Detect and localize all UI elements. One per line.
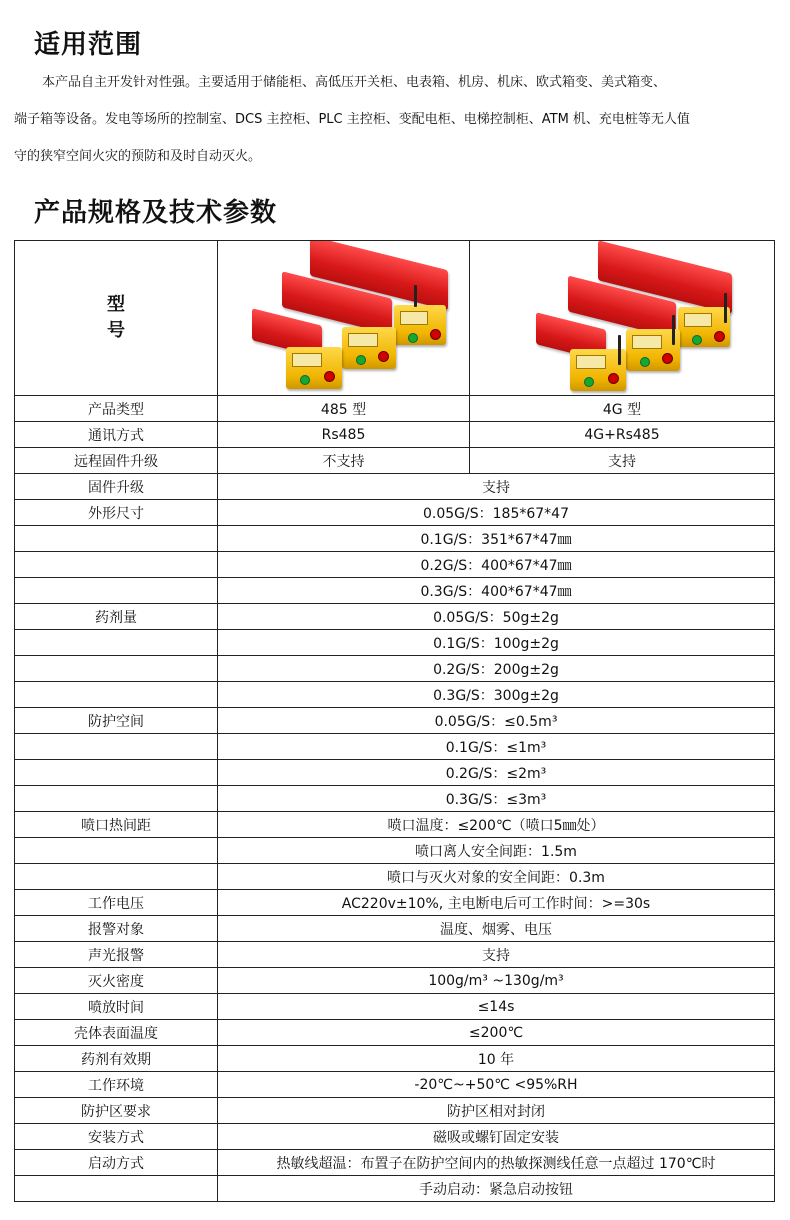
row-label: 灭火密度	[15, 968, 218, 994]
table-row	[15, 760, 775, 786]
cell-value: 0.2G/S：200g±2g	[218, 656, 775, 682]
cell-value: 不支持	[218, 448, 470, 474]
cell-value: 10 年	[218, 1046, 775, 1072]
scope-paragraph	[14, 64, 784, 175]
row-label-empty	[15, 578, 218, 604]
row-label: 工作环境	[15, 1072, 218, 1098]
table-row	[15, 812, 775, 838]
cell-value: 0.3G/S：≤3m³	[218, 786, 775, 812]
row-label-empty	[15, 838, 218, 864]
cell-value: 喷口离人安全间距：1.5m	[218, 838, 775, 864]
row-label-empty	[15, 864, 218, 890]
table-row	[15, 422, 775, 448]
table-row	[15, 500, 775, 526]
table-row	[15, 1046, 775, 1072]
cell-value: 0.3G/S：300g±2g	[218, 682, 775, 708]
scope-line-2: 端子箱等设备。发电等场所的控制室、DCS 主控柜、PLC 主控柜、变配电柜、电梯控制柜、ATM 机、充电桩等无人值	[14, 112, 690, 127]
table-row	[15, 942, 775, 968]
table-row	[15, 890, 775, 916]
table-row	[15, 448, 775, 474]
table-row	[15, 734, 775, 760]
table-row	[15, 1150, 775, 1176]
table-row	[15, 708, 775, 734]
cell-value: 0.05G/S：185*67*47	[218, 500, 775, 526]
row-label-empty	[15, 656, 218, 682]
row-label: 远程固件升级	[15, 448, 218, 474]
table-row	[15, 968, 775, 994]
table-row	[15, 838, 775, 864]
row-label: 固件升级	[15, 474, 218, 500]
table-row	[15, 1020, 775, 1046]
section-title-scope: 适用范围	[34, 30, 143, 60]
table-row	[15, 916, 775, 942]
cell-value: 4G 型	[470, 396, 775, 422]
cell-value: 485 型	[218, 396, 470, 422]
cell-value: 热敏线超温：布置子在防护空间内的热敏探测线任意一点超过 170℃时	[218, 1150, 775, 1176]
cell-value: AC220v±10%, 主电断电后可工作时间：>=30s	[218, 890, 775, 916]
cell-value: ≤200℃	[218, 1020, 775, 1046]
cell-value: 磁吸或螺钉固定安装	[218, 1124, 775, 1150]
table-row	[15, 526, 775, 552]
row-label-empty	[15, 734, 218, 760]
table-row	[15, 1072, 775, 1098]
table-row	[15, 682, 775, 708]
row-label-empty	[15, 526, 218, 552]
section-title-spec: 产品规格及技术参数	[34, 198, 278, 228]
cell-value: 0.1G/S：100g±2g	[218, 630, 775, 656]
table-row	[15, 864, 775, 890]
cell-value: 喷口与灭火对象的安全间距：0.3m	[218, 864, 775, 890]
table-row	[15, 552, 775, 578]
table-row	[15, 994, 775, 1020]
cell-value: 0.2G/S：400*67*47㎜	[218, 552, 775, 578]
cell-value: Rs485	[218, 422, 470, 448]
table-row	[15, 578, 775, 604]
model-label-cell	[15, 241, 218, 396]
model-row	[15, 241, 775, 396]
product-485-cell	[218, 241, 470, 396]
table-row	[15, 630, 775, 656]
cell-value: 支持	[218, 942, 775, 968]
cell-value: 手动启动：紧急启动按钮	[218, 1176, 775, 1202]
model-label: 型 号	[107, 294, 125, 341]
cell-value: 防护区相对封闭	[218, 1098, 775, 1124]
row-label: 防护空间	[15, 708, 218, 734]
table-row	[15, 474, 775, 500]
row-label-empty	[15, 1176, 218, 1202]
cell-value: -20℃~+50℃ <95%RH	[218, 1072, 775, 1098]
product-485-image	[224, 243, 464, 393]
scope-line-3: 守的狭窄空间火灾的预防和及时自动灭火。	[14, 149, 262, 164]
table-row	[15, 396, 775, 422]
cell-value: 温度、烟雾、电压	[218, 916, 775, 942]
row-label: 外形尺寸	[15, 500, 218, 526]
row-label: 药剂量	[15, 604, 218, 630]
row-label: 安装方式	[15, 1124, 218, 1150]
row-label: 喷口热间距	[15, 812, 218, 838]
row-label: 壳体表面温度	[15, 1020, 218, 1046]
product-4g-cell	[470, 241, 775, 396]
table-row	[15, 786, 775, 812]
cell-value: 0.05G/S：≤0.5m³	[218, 708, 775, 734]
row-label-empty	[15, 630, 218, 656]
row-label-empty	[15, 682, 218, 708]
scope-line-1: 本产品自主开发针对性强。主要适用于储能柜、高低压开关柜、电表箱、机房、机床、欧式箱变、美式箱变、	[42, 75, 667, 90]
table-row	[15, 656, 775, 682]
spec-table	[14, 240, 775, 1202]
cell-value: 4G+Rs485	[470, 422, 775, 448]
cell-value: 100g/m³ ~130g/m³	[218, 968, 775, 994]
table-row	[15, 1124, 775, 1150]
cell-value: 0.05G/S：50g±2g	[218, 604, 775, 630]
row-label: 声光报警	[15, 942, 218, 968]
table-row	[15, 1176, 775, 1202]
cell-value: 喷口温度：≤200℃（喷口5㎜处）	[218, 812, 775, 838]
row-label: 启动方式	[15, 1150, 218, 1176]
table-row	[15, 604, 775, 630]
row-label: 通讯方式	[15, 422, 218, 448]
row-label: 防护区要求	[15, 1098, 218, 1124]
cell-value: 0.3G/S：400*67*47㎜	[218, 578, 775, 604]
cell-value: 支持	[218, 474, 775, 500]
product-4g-image	[502, 243, 742, 393]
row-label: 产品类型	[15, 396, 218, 422]
cell-value: 0.1G/S：≤1m³	[218, 734, 775, 760]
cell-value: 0.1G/S：351*67*47㎜	[218, 526, 775, 552]
row-label: 报警对象	[15, 916, 218, 942]
table-row	[15, 1098, 775, 1124]
row-label: 工作电压	[15, 890, 218, 916]
cell-value: 0.2G/S：≤2m³	[218, 760, 775, 786]
row-label-empty	[15, 552, 218, 578]
cell-value: 支持	[470, 448, 775, 474]
row-label: 喷放时间	[15, 994, 218, 1020]
row-label: 药剂有效期	[15, 1046, 218, 1072]
row-label-empty	[15, 760, 218, 786]
cell-value: ≤14s	[218, 994, 775, 1020]
row-label-empty	[15, 786, 218, 812]
